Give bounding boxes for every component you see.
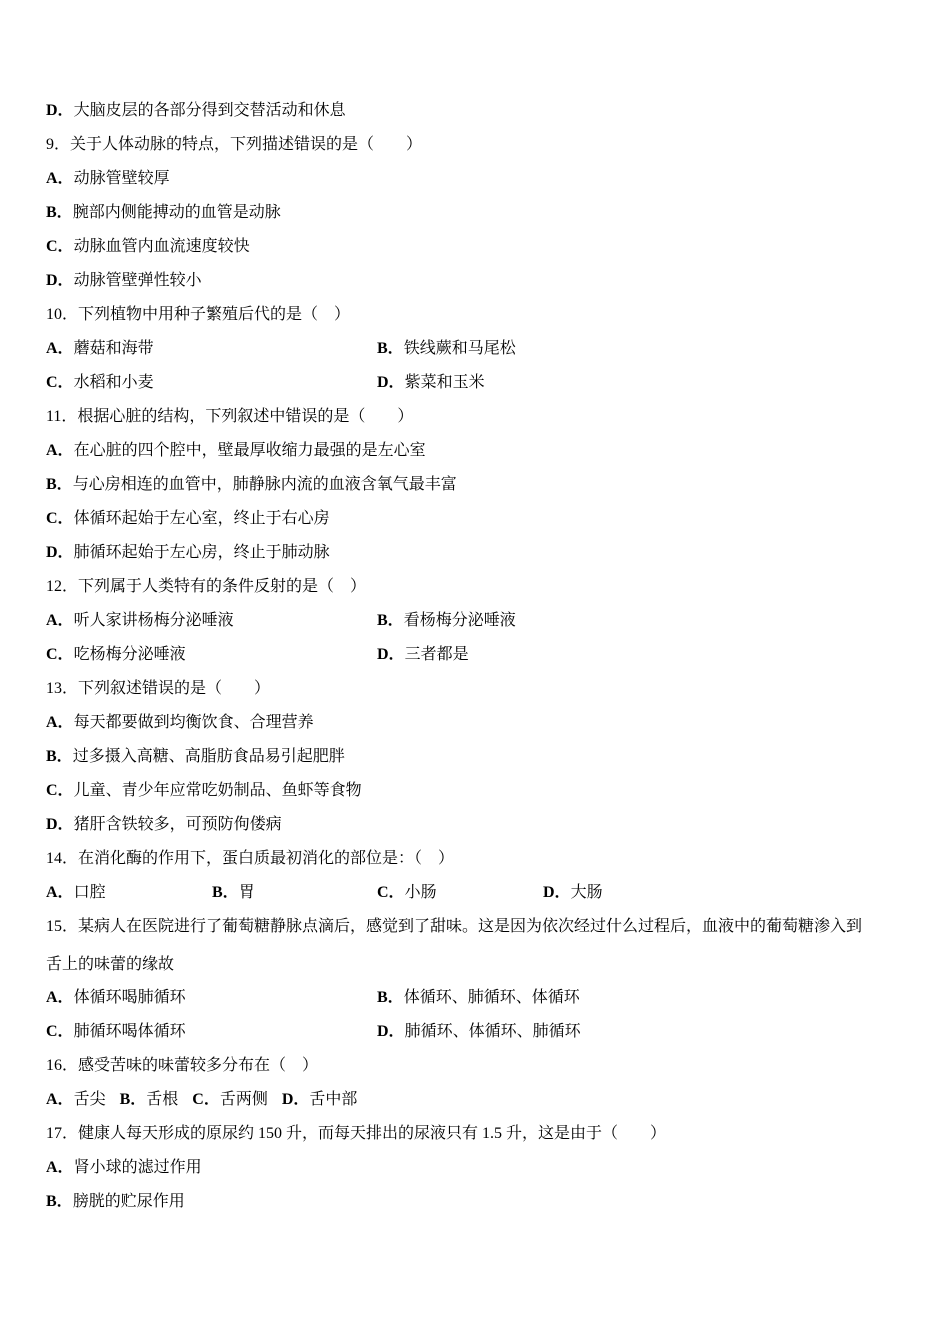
q11-option-b (46, 474, 457, 496)
q10-option-b (377, 338, 516, 360)
option-text: 腕部内侧能搏动的血管是动脉 (72, 204, 281, 221)
q12-option-c (46, 644, 186, 666)
option-label: A． (46, 1159, 74, 1176)
q17-option-b (46, 1191, 185, 1213)
q11-option-d (46, 542, 330, 564)
option-text: 舌两侧 (219, 1091, 268, 1108)
option-label: B． (46, 204, 73, 221)
option-label: D． (377, 374, 405, 391)
q13-option-b (46, 746, 345, 768)
option-label: A． (46, 884, 74, 901)
option-text: 膀胱的贮尿作用 (72, 1193, 185, 1210)
q15-option-c (46, 1021, 186, 1043)
option-text: 体循环起始于左心室，终止于右心房 (73, 510, 330, 527)
q17-stem: 17．健康人每天形成的原尿约 150 升，而每天排出的尿液只有 1.5 升，这是由于（ ） (46, 1125, 667, 1142)
option-label: C． (46, 646, 74, 663)
q14-option-d (543, 882, 603, 904)
q11-stem: 11．根据心脏的结构，下列叙述中错误的是（ ） (46, 408, 414, 425)
q9-option-d (46, 270, 202, 292)
option-text: 舌中部 (309, 1091, 358, 1108)
option-text: 动脉管壁较厚 (73, 170, 170, 187)
q12-stem: 12．下列属于人类特有的条件反射的是（ ） (46, 578, 367, 595)
option-text: 看杨梅分泌唾液 (403, 612, 516, 629)
q16-option-d (282, 1089, 358, 1111)
q13-option-a (46, 712, 314, 734)
option-label: C． (46, 238, 74, 255)
q10-stem: 10．下列植物中用种子繁殖后代的是（ ） (46, 306, 351, 323)
option-text: 紫菜和玉米 (404, 374, 485, 391)
q12-option-d (377, 644, 469, 666)
q16-option-a (46, 1089, 106, 1111)
q15-stem-line2: 舌上的味蕾的缘故 (46, 956, 175, 973)
q16-option-c (192, 1089, 268, 1111)
q14-option-c (377, 882, 437, 904)
option-label: D． (46, 272, 74, 289)
option-text: 体循环、肺循环、体循环 (403, 989, 580, 1006)
q15-stem-line1: 15．某病人在医院进行了葡萄糖静脉点滴后，感觉到了甜味。这是因为依次经过什么过程后，血液中的葡萄糖渗入到 (46, 918, 863, 935)
option-label: A． (46, 714, 74, 731)
option-text: 舌根 (146, 1091, 179, 1108)
q9-option-a (46, 168, 170, 190)
option-label: C． (46, 782, 74, 799)
option-label: D． (46, 544, 74, 561)
option-text: 舌尖 (73, 1091, 106, 1108)
q10-option-a (46, 338, 154, 360)
option-text: 蘑菇和海带 (73, 340, 154, 357)
q11-option-a (46, 440, 426, 462)
q16-option-b (120, 1089, 179, 1111)
option-text: 口腔 (73, 884, 106, 901)
q13-option-d (46, 814, 282, 836)
option-text: 动脉管壁弹性较小 (73, 272, 202, 289)
option-label: B． (377, 340, 404, 357)
q13-stem: 13．下列叙述错误的是（ ） (46, 680, 271, 697)
option-text: 肺循环喝体循环 (73, 1023, 186, 1040)
option-text: 肺循环、体循环、肺循环 (404, 1023, 581, 1040)
option-label: A． (46, 170, 74, 187)
option-label: B． (377, 612, 404, 629)
option-text: 与心房相连的血管中，肺静脉内流的血液含氧气最丰富 (72, 476, 457, 493)
option-label: C． (46, 374, 74, 391)
option-text: 猪肝含铁较多，可预防佝偻病 (73, 816, 282, 833)
q8-option-d (46, 100, 346, 122)
option-text: 吃杨梅分泌唾液 (73, 646, 186, 663)
q11-option-c (46, 508, 330, 530)
option-text: 肾小球的滤过作用 (73, 1159, 202, 1176)
q14-option-a (46, 882, 106, 904)
q9-option-b (46, 202, 281, 224)
option-text: 过多摄入高糖、高脂肪食品易引起肥胖 (72, 748, 345, 765)
option-label: C． (46, 1023, 74, 1040)
option-label: B． (46, 748, 73, 765)
option-text: 水稻和小麦 (73, 374, 154, 391)
option-text: 听人家讲杨梅分泌唾液 (73, 612, 234, 629)
option-text: 在心脏的四个腔中，壁最厚收缩力最强的是左心室 (73, 442, 426, 459)
q12-option-a (46, 610, 234, 632)
option-text: 动脉血管内血流速度较快 (73, 238, 250, 255)
option-label: C． (46, 510, 74, 527)
option-label: B． (46, 476, 73, 493)
option-text: 大肠 (570, 884, 603, 901)
q10-option-c (46, 372, 154, 394)
option-label: D． (377, 646, 405, 663)
option-text: 胃 (238, 884, 255, 901)
option-label: A． (46, 612, 74, 629)
option-text: 儿童、青少年应常吃奶制品、鱼虾等食物 (73, 782, 362, 799)
q12-option-b (377, 610, 516, 632)
option-text: 铁线蕨和马尾松 (403, 340, 516, 357)
option-label: A． (46, 340, 74, 357)
q15-option-b (377, 987, 580, 1009)
option-label: B． (119, 1091, 147, 1108)
option-label: C． (377, 884, 405, 901)
option-label: D． (281, 1091, 310, 1108)
option-label: A． (46, 989, 74, 1006)
q14-stem: 14．在消化酶的作用下，蛋白质最初消化的部位是：（ ） (46, 850, 455, 867)
q9-stem: 9．关于人体动脉的特点，下列描述错误的是（ ） (46, 136, 423, 153)
q16-stem: 16．感受苦味的味蕾较多分布在（ ） (46, 1057, 319, 1074)
option-text: 每天都要做到均衡饮食、合理营养 (73, 714, 314, 731)
q15-option-a (46, 987, 186, 1009)
option-label: C． (192, 1091, 220, 1108)
option-label: D． (377, 1023, 405, 1040)
q14-option-b (212, 882, 255, 904)
option-label: D． (46, 816, 74, 833)
option-label: D． (543, 884, 571, 901)
option-text: 体循环喝肺循环 (73, 989, 186, 1006)
option-label: D． (46, 102, 74, 119)
option-label: A． (46, 442, 74, 459)
option-label: B． (377, 989, 404, 1006)
option-label: B． (46, 1193, 73, 1210)
q9-option-c (46, 236, 250, 258)
option-text: 肺循环起始于左心房，终止于肺动脉 (73, 544, 330, 561)
option-text: 三者都是 (404, 646, 469, 663)
option-text: 大脑皮层的各部分得到交替活动和休息 (73, 102, 346, 119)
q13-option-c (46, 780, 362, 802)
q10-option-d (377, 372, 485, 394)
q16-options (46, 1089, 371, 1111)
option-text: 小肠 (404, 884, 437, 901)
option-label: B． (212, 884, 239, 901)
q15-option-d (377, 1021, 581, 1043)
q17-option-a (46, 1157, 202, 1179)
option-label: A． (46, 1091, 74, 1108)
